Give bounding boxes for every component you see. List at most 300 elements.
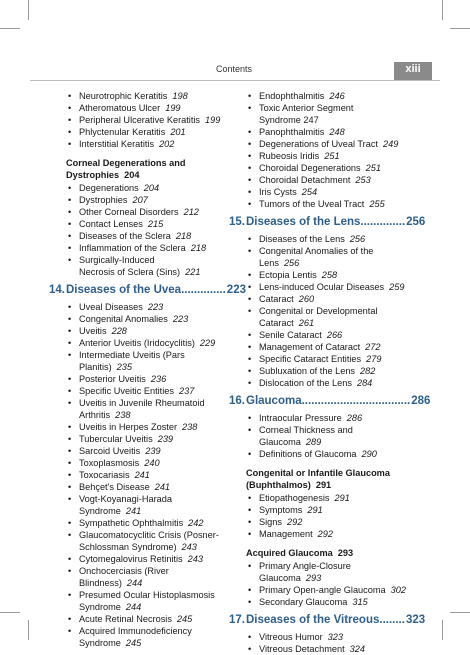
bullet-icon: • — [248, 354, 252, 364]
chapter-heading-15[interactable]: 15.Diseases of the Lens..............256 — [229, 216, 426, 228]
toc-entry-title: Panophthalmitis — [259, 127, 325, 137]
toc-entry-title-continued: Blindness) — [79, 578, 122, 588]
bullet-icon: • — [68, 195, 72, 205]
toc-entry-title: Diseases of the Sclera — [79, 231, 171, 241]
toc-entry-title: Diseases of the Lens — [259, 234, 345, 244]
toc-entry[interactable] — [66, 625, 246, 649]
toc-entry-page: 237 — [178, 386, 195, 396]
bullet-icon: • — [248, 644, 252, 654]
toc-entry[interactable] — [246, 245, 416, 269]
toc-entry[interactable] — [66, 385, 246, 397]
toc-entry-page: 284 — [356, 378, 373, 388]
toc-entry[interactable] — [66, 517, 246, 529]
toc-entry-title: Degenerations — [79, 183, 139, 193]
bullet-icon: • — [68, 422, 72, 432]
toc-entry[interactable] — [246, 516, 416, 528]
bullet-icon: • — [68, 207, 72, 217]
header-rule — [30, 80, 440, 81]
crop-mark — [28, 0, 29, 20]
bullet-icon: • — [248, 529, 252, 539]
toc-entry-page: 243 — [181, 542, 197, 552]
toc-entry[interactable] — [66, 206, 246, 218]
toc-entry-page: 215 — [147, 219, 164, 229]
toc-entry-title: Subluxation of the Lens — [259, 366, 356, 376]
toc-entry[interactable] — [66, 218, 246, 230]
bullet-icon: • — [248, 199, 252, 209]
toc-entry-page: 199 — [205, 115, 221, 125]
toc-entry-page: 241 — [125, 506, 142, 516]
toc-entry-page: 238 — [115, 410, 131, 420]
bullet-icon: • — [68, 91, 72, 101]
toc-entry-page: 244 — [126, 578, 143, 588]
toc-entry[interactable] — [246, 631, 416, 643]
toc-entry-title: Specific Cataract Entities — [259, 354, 362, 364]
toc-entry[interactable] — [66, 565, 246, 589]
toc-entry[interactable] — [246, 643, 416, 655]
bullet-icon: • — [68, 314, 72, 324]
toc-entry[interactable] — [246, 528, 416, 540]
bullet-icon: • — [68, 350, 72, 360]
bullet-icon: • — [248, 505, 252, 515]
toc-entry-page: 244 — [125, 602, 142, 612]
bullet-icon: • — [68, 103, 72, 113]
toc-entry-page: 207 — [132, 195, 148, 205]
toc-entry-page: 293 — [305, 573, 322, 583]
toc-list — [246, 90, 416, 210]
toc-entry-page: 239 — [157, 434, 174, 444]
bullet-icon: • — [248, 294, 252, 304]
toc-entry[interactable] — [246, 162, 416, 174]
toc-entry-page: 223 — [147, 302, 164, 312]
toc-entry-page: 218 — [190, 243, 207, 253]
toc-entry-title: Toxocariasis — [79, 470, 130, 480]
toc-entry-title: Specific Uveitic Entities — [79, 386, 174, 396]
toc-entry-title: Ectopia Lentis — [259, 270, 317, 280]
toc-entry-page: 198 — [172, 91, 188, 101]
bullet-icon: • — [68, 518, 72, 528]
toc-entry-page: 246 — [329, 91, 345, 101]
toc-entry[interactable] — [246, 329, 416, 341]
toc-entry-title: Primary Open-angle Glaucoma — [259, 585, 386, 595]
bullet-icon: • — [248, 585, 252, 595]
toc-entry[interactable] — [246, 560, 416, 584]
toc-list — [246, 492, 416, 540]
toc-entry-title: Congenital Anomalies of the — [259, 246, 374, 256]
bullet-icon: • — [248, 366, 252, 376]
toc-entry-title-continued: Glaucoma — [259, 437, 301, 447]
toc-entry[interactable] — [66, 445, 246, 457]
toc-entry-page: 212 — [183, 207, 199, 217]
bullet-icon: • — [248, 139, 252, 149]
toc-entry-title: Iris Cysts — [259, 187, 297, 197]
toc-entry-title: Tumors of the Uveal Tract — [259, 199, 365, 209]
toc-entry[interactable] — [66, 337, 246, 349]
bullet-icon: • — [68, 374, 72, 384]
bullet-icon: • — [248, 127, 252, 137]
toc-entry-title-continued: Syndrome — [79, 602, 121, 612]
bullet-icon: • — [248, 306, 252, 316]
toc-entry-title: Primary Angle-Closure — [259, 561, 351, 571]
toc-entry-title-continued: Arthritis — [79, 410, 111, 420]
bullet-icon: • — [68, 183, 72, 193]
toc-entry-page: 228 — [111, 326, 127, 336]
bullet-icon: • — [68, 386, 72, 396]
toc-entry-title: Cytomegalovirus Retinitis — [79, 554, 183, 564]
toc-entry[interactable] — [246, 412, 416, 424]
toc-entry[interactable] — [66, 589, 246, 613]
bullet-icon: • — [68, 231, 72, 241]
bullet-icon: • — [248, 234, 252, 244]
toc-entry-page: 245 — [125, 638, 142, 648]
toc-entry[interactable] — [246, 174, 416, 186]
toc-entry-page: 253 — [355, 175, 371, 185]
bullet-icon: • — [68, 255, 72, 265]
toc-entry-title: Acute Retinal Necrosis — [79, 614, 172, 624]
bullet-icon: • — [68, 482, 72, 492]
bullet-icon: • — [248, 413, 252, 423]
toc-entry-page: 282 — [360, 366, 376, 376]
toc-entry[interactable] — [66, 349, 246, 373]
toc-entry[interactable] — [246, 126, 416, 138]
bullet-icon: • — [248, 103, 252, 113]
toc-entry-title: Posterior Uveitis — [79, 374, 146, 384]
toc-entry-page: 249 — [383, 139, 399, 149]
running-header — [0, 62, 470, 80]
crop-mark — [442, 0, 443, 20]
bullet-icon: • — [248, 342, 252, 352]
toc-list — [66, 182, 246, 278]
toc-list — [66, 301, 246, 649]
toc-entry-title: Dislocation of the Lens — [259, 378, 352, 388]
bullet-icon: • — [248, 282, 252, 292]
toc-entry-page: 291 — [307, 505, 323, 515]
toc-entry-title: Uveitis — [79, 326, 107, 336]
toc-entry-page: 199 — [165, 103, 181, 113]
toc-entry[interactable] — [246, 492, 416, 504]
toc-right-column — [229, 90, 431, 655]
toc-entry[interactable] — [66, 194, 246, 206]
toc-entry[interactable] — [66, 114, 246, 126]
toc-entry-title: Cataract — [259, 294, 294, 304]
toc-entry[interactable] — [66, 138, 246, 150]
toc-entry-page: 289 — [305, 437, 322, 447]
bullet-icon: • — [68, 494, 72, 504]
toc-entry-title: Management of Cataract — [259, 342, 361, 352]
toc-entry-title: Peripheral Ulcerative Keratitis — [79, 115, 201, 125]
toc-entry-title: Endophthalmitis — [259, 91, 325, 101]
toc-entry-page: 251 — [365, 163, 381, 173]
toc-entry-page: 323 — [327, 632, 344, 642]
toc-entry[interactable] — [246, 448, 416, 460]
bullet-icon: • — [68, 614, 72, 624]
bullet-icon: • — [68, 530, 72, 540]
toc-entry-page: 272 — [365, 342, 381, 352]
toc-entry[interactable] — [246, 584, 416, 596]
toc-entry-title: Behçet's Disease — [79, 482, 150, 492]
bullet-icon: • — [68, 243, 72, 253]
toc-entry-title: Congenital Anomalies — [79, 314, 168, 324]
bullet-icon: • — [248, 91, 252, 101]
toc-entry[interactable] — [66, 493, 246, 517]
toc-entry[interactable] — [66, 553, 246, 565]
toc-entry-page: 291 — [334, 493, 350, 503]
toc-entry[interactable] — [246, 504, 416, 516]
toc-entry-page: 241 — [154, 482, 171, 492]
toc-entry[interactable] — [246, 150, 416, 162]
toc-entry-page: 266 — [326, 330, 343, 340]
toc-entry-title: Onchocerciasis (River — [79, 566, 169, 576]
toc-entry[interactable] — [246, 138, 416, 150]
toc-entry-title: Congenital or Developmental — [259, 306, 378, 316]
toc-entry-title: Uveitis in Juvenile Rheumatoid — [79, 398, 205, 408]
bullet-icon: • — [68, 458, 72, 468]
bullet-icon: • — [68, 115, 72, 125]
bullet-icon: • — [248, 151, 252, 161]
toc-entry[interactable] — [66, 529, 246, 553]
toc-entry-title: Etiopathogenesis — [259, 493, 330, 503]
toc-entry-title: Neurotrophic Keratitis — [79, 91, 168, 101]
toc-entry-page: 279 — [366, 354, 382, 364]
bullet-icon: • — [68, 434, 72, 444]
toc-entry[interactable] — [246, 281, 416, 293]
chapter-heading-16[interactable]: 16.Glaucoma..................................286 — [229, 395, 431, 407]
toc-entry[interactable] — [246, 424, 416, 448]
toc-entry-page: 258 — [321, 270, 338, 280]
bullet-icon: • — [68, 590, 72, 600]
crop-mark — [442, 620, 443, 640]
crop-mark — [0, 612, 20, 613]
chapter-heading-17[interactable]: 17.Diseases of the Vitreous........323 — [229, 614, 426, 626]
toc-entry-title: Interstitial Keratitis — [79, 139, 155, 149]
bullet-icon: • — [68, 127, 72, 137]
toc-entry-title-continued: Lens — [259, 258, 279, 268]
toc-entry-title: Sarcoid Uveitis — [79, 446, 141, 456]
toc-entry-page: 315 — [352, 597, 368, 607]
toc-subheading: Congenital or Infantile Glaucoma (Buphthalmos) 291 — [246, 468, 390, 490]
header-title: Contents — [216, 64, 253, 74]
toc-entry-page: 240 — [144, 458, 160, 468]
toc-entry[interactable] — [66, 254, 246, 278]
toc-list — [66, 90, 246, 150]
toc-entry[interactable] — [66, 421, 246, 433]
toc-left-column — [49, 90, 246, 649]
toc-entry-title-continued: Glaucoma — [259, 573, 301, 583]
toc-entry[interactable] — [66, 433, 246, 445]
toc-entry-page: 248 — [329, 127, 345, 137]
toc-entry[interactable] — [66, 469, 246, 481]
toc-entry-title: Anterior Uveitis (Iridocyclitis) — [79, 338, 195, 348]
toc-entry[interactable] — [246, 233, 416, 245]
toc-entry-title: Presumed Ocular Histoplasmosis — [79, 590, 215, 600]
bullet-icon: • — [68, 398, 72, 408]
bullet-icon: • — [248, 330, 252, 340]
bullet-icon: • — [68, 326, 72, 336]
toc-entry-page: 292 — [317, 529, 333, 539]
toc-entry-title-continued: Syndrome — [79, 506, 121, 516]
toc-entry-page: 223 — [172, 314, 189, 324]
toc-entry[interactable] — [66, 242, 246, 254]
bullet-icon: • — [248, 561, 252, 571]
toc-entry-title: Corneal Thickness and — [259, 425, 353, 435]
toc-entry-title-continued: Planitis) — [79, 362, 112, 372]
toc-entry-title: Choroidal Detachment — [259, 175, 351, 185]
toc-entry[interactable] — [66, 126, 246, 138]
toc-entry-title: Uveitis in Herpes Zoster — [79, 422, 178, 432]
toc-entry[interactable] — [66, 301, 246, 313]
toc-entry-page: 245 — [176, 614, 193, 624]
crop-mark — [450, 28, 470, 29]
toc-entry-page: 239 — [145, 446, 161, 456]
toc-entry-title: Intraocular Pressure — [259, 413, 342, 423]
toc-entry-title: Signs — [259, 517, 282, 527]
toc-entry-page: 324 — [349, 644, 365, 654]
toc-entry[interactable] — [246, 186, 416, 198]
toc-entry[interactable] — [246, 269, 416, 281]
toc-entry-title: Glaucomatocyclitic Crisis (Posner- — [79, 530, 219, 540]
toc-entry-title: Vogt-Koyanagi-Harada — [79, 494, 172, 504]
toc-entry-page: 242 — [188, 518, 204, 528]
toc-entry-title: Senile Cataract — [259, 330, 322, 340]
toc-entry-title: Secondary Glaucoma — [259, 597, 348, 607]
toc-entry-page: 204 — [143, 183, 160, 193]
toc-entry-title: Phlyctenular Keratitis — [79, 127, 166, 137]
toc-entry[interactable] — [246, 90, 416, 102]
crop-mark — [28, 620, 29, 640]
toc-entry[interactable] — [66, 102, 246, 114]
crop-mark — [450, 612, 470, 613]
page-number: xiii — [405, 63, 421, 75]
toc-entry-page: 290 — [361, 449, 377, 459]
bullet-icon: • — [248, 493, 252, 503]
toc-entry[interactable] — [66, 457, 246, 469]
toc-entry-title: Toxic Anterior Segment — [259, 103, 354, 113]
bullet-icon: • — [68, 554, 72, 564]
toc-entry-title: Atheromatous Ulcer — [79, 103, 161, 113]
toc-entry-title: Surgically-Induced — [79, 255, 155, 265]
bullet-icon: • — [248, 378, 252, 388]
toc-entry-page: 286 — [346, 413, 363, 423]
toc-subheading: Acquired Glaucoma 293 — [246, 548, 354, 558]
toc-entry[interactable] — [66, 325, 246, 337]
toc-entry-page: 235 — [116, 362, 133, 372]
toc-entry[interactable] — [246, 377, 416, 389]
toc-entry-title: Sympathetic Ophthalmitis — [79, 518, 184, 528]
toc-entry-page: 218 — [175, 231, 192, 241]
toc-entry-title-continued: Syndrome 247 — [259, 115, 319, 125]
toc-entry-title: Degenerations of Uveal Tract — [259, 139, 378, 149]
bullet-icon: • — [68, 338, 72, 348]
bullet-icon: • — [68, 446, 72, 456]
bullet-icon: • — [248, 270, 252, 280]
bullet-icon: • — [248, 597, 252, 607]
toc-entry[interactable] — [66, 182, 246, 194]
toc-entry-title: Tubercular Uveitis — [79, 434, 153, 444]
toc-entry[interactable] — [246, 102, 416, 126]
bullet-icon: • — [248, 163, 252, 173]
toc-entry-page: 292 — [286, 517, 303, 527]
toc-entry[interactable] — [246, 198, 416, 210]
bullet-icon: • — [68, 302, 72, 312]
toc-entry[interactable] — [246, 305, 416, 329]
toc-entry-title-continued: Necrosis of Sclera (Sins) — [79, 267, 181, 277]
toc-entry-page: 251 — [324, 151, 340, 161]
toc-entry-page: 238 — [182, 422, 198, 432]
toc-entry[interactable] — [66, 90, 246, 102]
toc-entry-title: Definitions of Glaucoma — [259, 449, 357, 459]
toc-entry-page: 201 — [170, 127, 186, 137]
toc-entry-title: Inflammation of the Sclera — [79, 243, 186, 253]
toc-entry-title-continued: Schlossman Syndrome) — [79, 542, 177, 552]
toc-entry[interactable] — [66, 397, 246, 421]
toc-entry[interactable] — [246, 293, 416, 305]
toc-entry-title: Uveal Diseases — [79, 302, 143, 312]
bullet-icon: • — [68, 566, 72, 576]
bullet-icon: • — [68, 470, 72, 480]
toc-list — [246, 233, 416, 389]
toc-entry[interactable] — [246, 365, 416, 377]
crop-mark — [0, 28, 20, 29]
toc-entry-page: 254 — [301, 187, 318, 197]
toc-entry[interactable] — [66, 613, 246, 625]
chapter-heading-14[interactable]: 14.Diseases of the Uvea..............223 — [49, 284, 246, 296]
toc-entry-title: Vitreous Detachment — [259, 644, 345, 654]
toc-entry-title: Contact Lenses — [79, 219, 143, 229]
toc-entry-title: Lens-induced Ocular Diseases — [259, 282, 385, 292]
toc-entry-page: 260 — [298, 294, 315, 304]
toc-entry-title: Choroidal Degenerations — [259, 163, 361, 173]
toc-subheading: Corneal Degenerations and Dystrophies 204 — [66, 158, 186, 180]
toc-entry-page: 221 — [185, 267, 201, 277]
bullet-icon: • — [248, 632, 252, 642]
bullet-icon: • — [68, 626, 72, 636]
bullet-icon: • — [248, 187, 252, 197]
toc-entry[interactable] — [66, 373, 246, 385]
toc-entry-title: Symptoms — [259, 505, 303, 515]
toc-entry-title-continued: Cataract — [259, 318, 294, 328]
bullet-icon: • — [248, 425, 252, 435]
toc-entry[interactable] — [66, 481, 246, 493]
toc-entry-title: Vitreous Humor — [259, 632, 323, 642]
bullet-icon: • — [248, 246, 252, 256]
toc-entry-page: 243 — [187, 554, 203, 564]
toc-entry-page: 236 — [150, 374, 167, 384]
toc-entry[interactable] — [246, 596, 416, 608]
toc-entry[interactable] — [66, 313, 246, 325]
toc-entry-page: 229 — [199, 338, 216, 348]
toc-entry-page: 256 — [283, 258, 300, 268]
bullet-icon: • — [248, 517, 252, 527]
toc-entry-title: Management — [259, 529, 313, 539]
toc-entry-page: 202 — [159, 139, 175, 149]
toc-entry-title: Other Corneal Disorders — [79, 207, 179, 217]
toc-entry-title: Rubeosis Iridis — [259, 151, 320, 161]
toc-list — [246, 631, 416, 655]
toc-entry[interactable] — [66, 230, 246, 242]
bullet-icon: • — [68, 139, 72, 149]
toc-entry-title: Toxoplasmosis — [79, 458, 140, 468]
toc-entry-page: 261 — [298, 318, 315, 328]
toc-entry-page: 302 — [390, 585, 406, 595]
toc-entry-title: Intermediate Uveitis (Pars — [79, 350, 185, 360]
toc-entry[interactable] — [246, 341, 416, 353]
toc-list — [246, 412, 416, 460]
toc-entry-page: 256 — [349, 234, 366, 244]
toc-entry-page: 255 — [369, 199, 385, 209]
toc-entry[interactable] — [246, 353, 416, 365]
toc-list — [246, 560, 416, 608]
toc-entry-page: 241 — [134, 470, 150, 480]
bullet-icon: • — [248, 175, 252, 185]
